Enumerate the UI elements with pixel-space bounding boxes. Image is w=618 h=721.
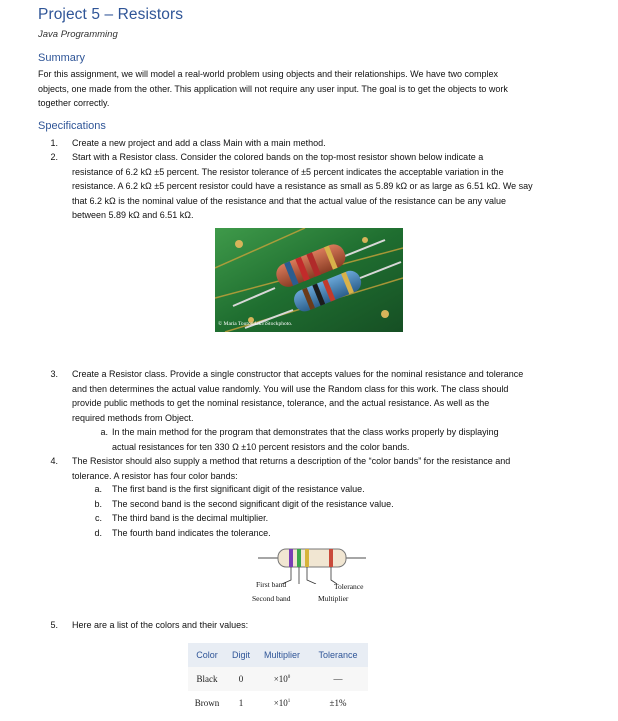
first-band-label: First band [256,580,287,589]
table-cell: 0 [226,667,256,691]
item-number: 2. [50,152,58,162]
resistor-diagram-art [252,544,372,584]
multiplier-exponent: 1 [287,699,291,704]
sub-item [38,497,598,512]
item-text: The first band is the first significant digit of the resistance value. [112,484,365,494]
item-letter: a. [94,484,102,494]
item-line: resistance. A 6.2 kΩ ±5 percent resistor could have a resistance as small as 5.89 kΩ or as large as 6.51 kΩ. We say [72,181,533,191]
multiplier-base: ×10 [273,674,288,684]
table-cell: — [308,667,368,691]
item-line: between 5.89 kΩ and 6.51 kΩ. [72,210,194,220]
summary-line: objects, one made from the other. This application will not require any user input. The goal is to get the objects to work [38,83,508,94]
tolerance-label: Tolerance [334,582,364,591]
spec-item-1 [38,136,598,151]
table-row [188,691,368,715]
column-header: Tolerance [308,643,368,667]
summary-line: together correctly. [38,98,110,108]
item-line: Start with a Resistor class. Consider the colored bands on the top-most resistor shown below indicate a [72,152,484,162]
specifications-heading: Specifications [38,120,106,132]
sub-item [38,526,598,541]
spec-item-4 [38,454,598,484]
item-letter: d. [94,527,102,538]
table-cell: ±1% [308,691,368,715]
color-values-table [188,643,368,715]
spec-item-5 [38,618,598,633]
resistors-photo [215,228,403,332]
summary-heading: Summary [38,52,86,64]
spec-item-2 [38,150,598,225]
table-cell: Brown [188,691,226,715]
table-cell [256,667,308,691]
item-letter: a. [100,427,108,437]
page-title: Project 5 – Resistors [38,6,184,23]
column-header: Color [188,643,226,667]
item-letter: b. [94,498,102,509]
color-band-diagram [252,544,372,606]
item-text: The fourth band indicates the tolerance. [112,527,271,538]
item-line: actual resistances for ten 330 Ω ±10 percent resistors and the color bands. [112,441,410,452]
table-cell: 1 [226,691,256,715]
sub-item [38,511,598,526]
table-header-row [188,643,368,667]
item-number: 3. [50,369,58,379]
photo-credit: © Maria Toutoudaki/iStockphoto. [218,321,293,327]
item-line: The Resistor should also supply a method that returns a description of the “color bands” for the resistance and [72,456,511,466]
item-number: 1. [50,138,58,148]
item-line: In the main method for the program that demonstrates that the class works properly by displaying [112,427,499,437]
spec-item-3 [38,367,598,427]
item-text: Here are a list of the colors and their values: [72,620,249,630]
item-line: tolerance. A resistor has four color bands: [72,470,238,481]
item-text: The third band is the decimal multiplier. [112,513,269,523]
table-row [188,667,368,691]
item-line: that 6.2 kΩ is the nominal value of the resistance and that the actual value of the resistance can be any value [72,195,506,206]
table-cell [256,691,308,715]
item-line: resistance of 6.2 kΩ ±5 percent. The resistor tolerance of ±5 percent indicates the acceptable variation in the [72,166,504,177]
item-number: 5. [50,620,58,630]
item-number: 4. [50,456,58,466]
summary-line: For this assignment, we will model a real-world problem using objects and their relationships. We have two complex [38,69,499,79]
item-line: provide public methods to get the nominal resistance, tolerance, and the actual resistance. As well as the [72,398,490,408]
spec-item-4-subs [38,482,598,542]
item-letter: c. [94,513,102,523]
item-line: and then determines the actual value randomly. You will use the Random class for this work. The class should [72,383,509,394]
multiplier-base: ×10 [273,698,288,708]
second-band-label: Second band [252,594,291,603]
column-header: Digit [226,643,256,667]
column-header: Multiplier [256,643,308,667]
resistors-photo-art [215,228,403,332]
item-line: Create a Resistor class. Provide a single constructor that accepts values for the nominal resistance and tolerance [72,369,524,379]
item-text: The second band is the second significant digit of the resistance value. [112,498,394,509]
summary-paragraph [38,67,583,111]
table-cell: Black [188,667,226,691]
page-subtitle: Java Programming [38,29,118,40]
item-text: Create a new project and add a class Main with a main method. [72,138,326,148]
item-line: required methods from Object. [72,412,194,423]
spec-item-3a [38,425,598,455]
multiplier-label: Multiplier [318,594,349,603]
multiplier-exponent: 0 [287,675,291,680]
sub-item [38,482,598,497]
